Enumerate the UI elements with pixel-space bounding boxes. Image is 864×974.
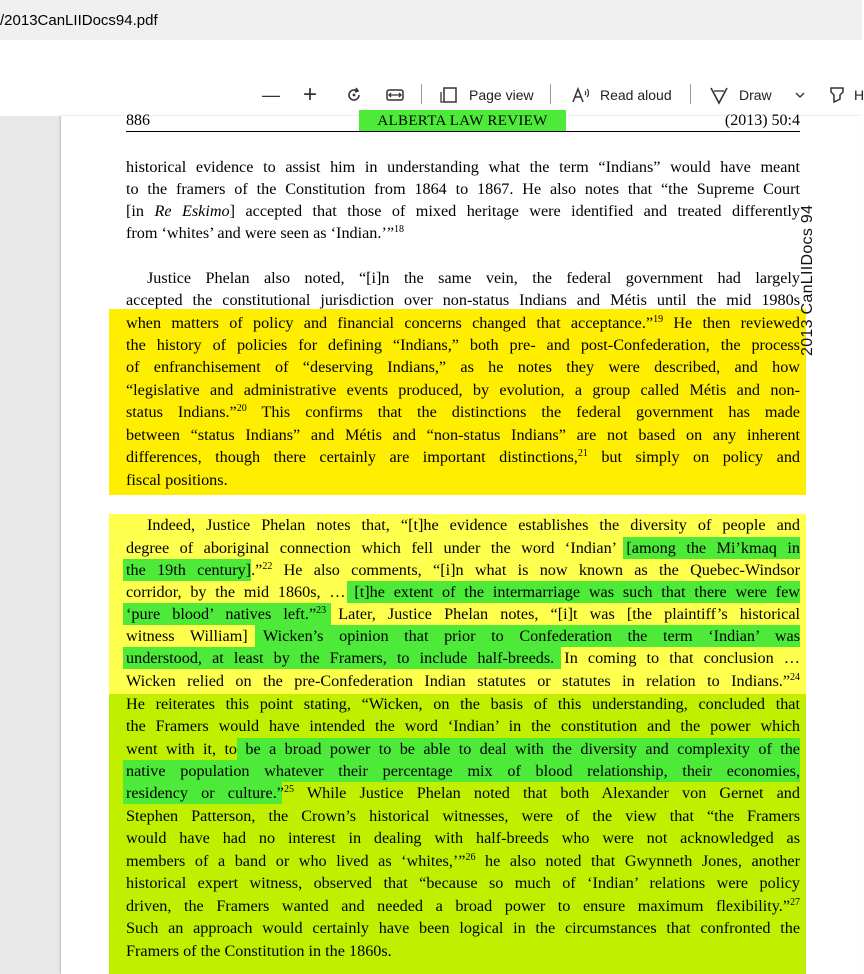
text-line: members of a band or who lived as ‘whites,’”$^{26}$ he also noted that Gwynneth Jones, another [126, 852, 800, 870]
draw-icon [709, 85, 729, 105]
draw-label: Draw [739, 87, 772, 103]
text-line: the history of policies for defining “Indians,” both pre- and post-Confederation, the process [126, 336, 800, 354]
case-name: Re Eskimo [154, 202, 230, 220]
page-number: 886 [126, 112, 150, 129]
footnote-ref[interactable]: 27 [790, 897, 800, 908]
text-line: from ‘whites’ and were seen as ‘Indian.’”$^{18}$ [126, 224, 405, 242]
text-line: historical expert witness, observed that “because so much of ‘Indian’ relations were policy [126, 874, 800, 892]
text-line: [in Re Eskimo] accepted that those of mixed heritage were identified and treated differently [126, 202, 800, 220]
text-line: Framers of the Constitution in the 1860s. [126, 942, 392, 960]
text-line: to the framers of the Constitution from 1864 to 1867. He also notes that “the Supreme Court [126, 180, 800, 198]
text-line: historical evidence to assist him in understanding what the term “Indians” would have meant [126, 158, 800, 176]
text-line: ‘pure blood’ natives left.”$^{23}$ Later, Justice Phelan notes, “[i]t was [the plaintiff’s historical [126, 605, 801, 623]
journal-title: ALBERTA LAW REVIEW [359, 110, 566, 132]
fit-width-icon [385, 85, 405, 105]
zoom-in-button[interactable] [303, 81, 318, 108]
text-line: Indeed, Justice Phelan notes that, “[t]he evidence establishes the diversity of people and [147, 516, 800, 534]
page-view-button[interactable] [440, 84, 534, 106]
text-line: accepted the constitutional jurisdiction over non-status Indians and Métis until the mid 1980s [126, 291, 800, 309]
highlight-label: H [854, 87, 864, 103]
read-aloud-label: Read aloud [600, 87, 672, 103]
plus-icon: + [303, 81, 318, 108]
text-line: of enfranchisement of “deserving Indians,” as he notes they were described, and how [126, 358, 800, 376]
zoom-out-button[interactable] [262, 84, 280, 106]
footnote-ref[interactable]: 19 [653, 314, 664, 325]
highlight-icon [828, 85, 846, 105]
text-line: witness William] Wicken’s opinion that prior to Confederation the term ‘Indian’ was [126, 627, 800, 645]
page-view-icon [440, 85, 460, 105]
highlight-button[interactable] [828, 84, 864, 106]
footnote-ref[interactable]: 20 [236, 403, 247, 414]
text-line: understood, at least by the Framers, to include half-breeds. In coming to that conclusion … [126, 649, 800, 667]
footnote-ref[interactable]: 24 [790, 672, 800, 683]
pdf-page [61, 112, 862, 974]
text-line: Justice Phelan also noted, “[i]n the same vein, the federal government had largely [147, 269, 800, 287]
text-line: driven, the Framers wanted and needed a broad power to ensure maximum flexibility.”$^{27}$ [126, 897, 800, 915]
footnote-ref[interactable]: 21 [577, 448, 588, 459]
text-line: corridor, by the mid 1860s, … [t]he extent of the intermarriage was such that there were few [126, 583, 800, 601]
footnote-ref[interactable]: 26 [465, 852, 476, 863]
text-line: Wicken relied on the pre-Confederation Indian statutes or statutes in relation to Indians.”$^{24}$ [126, 672, 800, 690]
text-line: native population whatever their percentage mix of blood relationship, their economies, [126, 762, 800, 780]
text-line: “legislative and administrative events produced, by evolution, a group called Métis and non- [126, 381, 800, 399]
minus-icon: — [262, 84, 280, 105]
text-line: degree of aboriginal connection which fell under the word ‘Indian’ [among the Mi’kmaq in [126, 539, 800, 557]
window-titlebar [0, 0, 862, 40]
window-title: /2013CanLIIDocs94.pdf [0, 12, 158, 29]
toolbar-separator [690, 84, 691, 104]
text-line: Stephen Patterson, the Crown’s historical witnesses, were of the view that “the Framers [126, 807, 800, 825]
page-view-label: Page view [469, 87, 534, 103]
header-rule [126, 131, 800, 132]
text-line: fiscal positions. [126, 471, 228, 489]
read-aloud-button[interactable] [571, 84, 672, 106]
document-viewer[interactable] [0, 112, 862, 974]
read-aloud-icon [571, 85, 593, 105]
rotate-button[interactable] [344, 84, 364, 106]
footnote-ref[interactable]: 25 [283, 784, 294, 795]
footnote-ref[interactable]: 23 [316, 605, 327, 616]
text-line: Such an approach would certainly have been logical in the circumstances that confronted the [126, 919, 800, 937]
canlii-watermark: 2013 CanLIIDocs 94 [799, 204, 816, 356]
toolbar-separator [550, 84, 551, 104]
journal-volume: (2013) 50:4 [724, 112, 800, 129]
rotate-icon [344, 85, 364, 105]
text-line: status Indians.”$^{20}$ This confirms that the distinctions the federal government has made [126, 403, 800, 421]
text-line: would have had no interest in dealing with half-breeds who were not acknowledged as [126, 829, 800, 847]
fit-width-button[interactable] [385, 84, 405, 106]
text-line: residency or culture.”$^{25}$ While Justice Phelan noted that both Alexander von Gernet and [126, 784, 800, 802]
text-line: between “status Indians” and Métis and “non-status Indians” are not based on any inherent [126, 426, 800, 444]
text-line: went with it, to be a broad power to be able to deal with the diversity and complexity of the [126, 740, 800, 758]
text-line: the Framers would have intended the word ‘Indian’ in the constitution and the power which [126, 717, 800, 735]
text-line: differences, though there certainly are important distinctions,$^{21}$ but simply on policy and [126, 448, 801, 466]
draw-button[interactable] [709, 84, 806, 106]
chevron-down-icon[interactable] [794, 89, 806, 101]
toolbar-separator [421, 84, 422, 104]
text-line: when matters of policy and financial concerns changed that acceptance.”$^{19}$ He then reviewed [126, 314, 800, 332]
text-line: He reiterates this point stating, “Wicken, on the basis of this understanding, concluded that [126, 695, 800, 713]
footnote-ref[interactable]: 22 [262, 561, 273, 572]
footnote-ref[interactable]: 18 [394, 224, 405, 235]
text-line: the 19th century].”$^{22}$ He also comments, “[i]n what is now known as the Quebec-Windsor [126, 561, 801, 579]
